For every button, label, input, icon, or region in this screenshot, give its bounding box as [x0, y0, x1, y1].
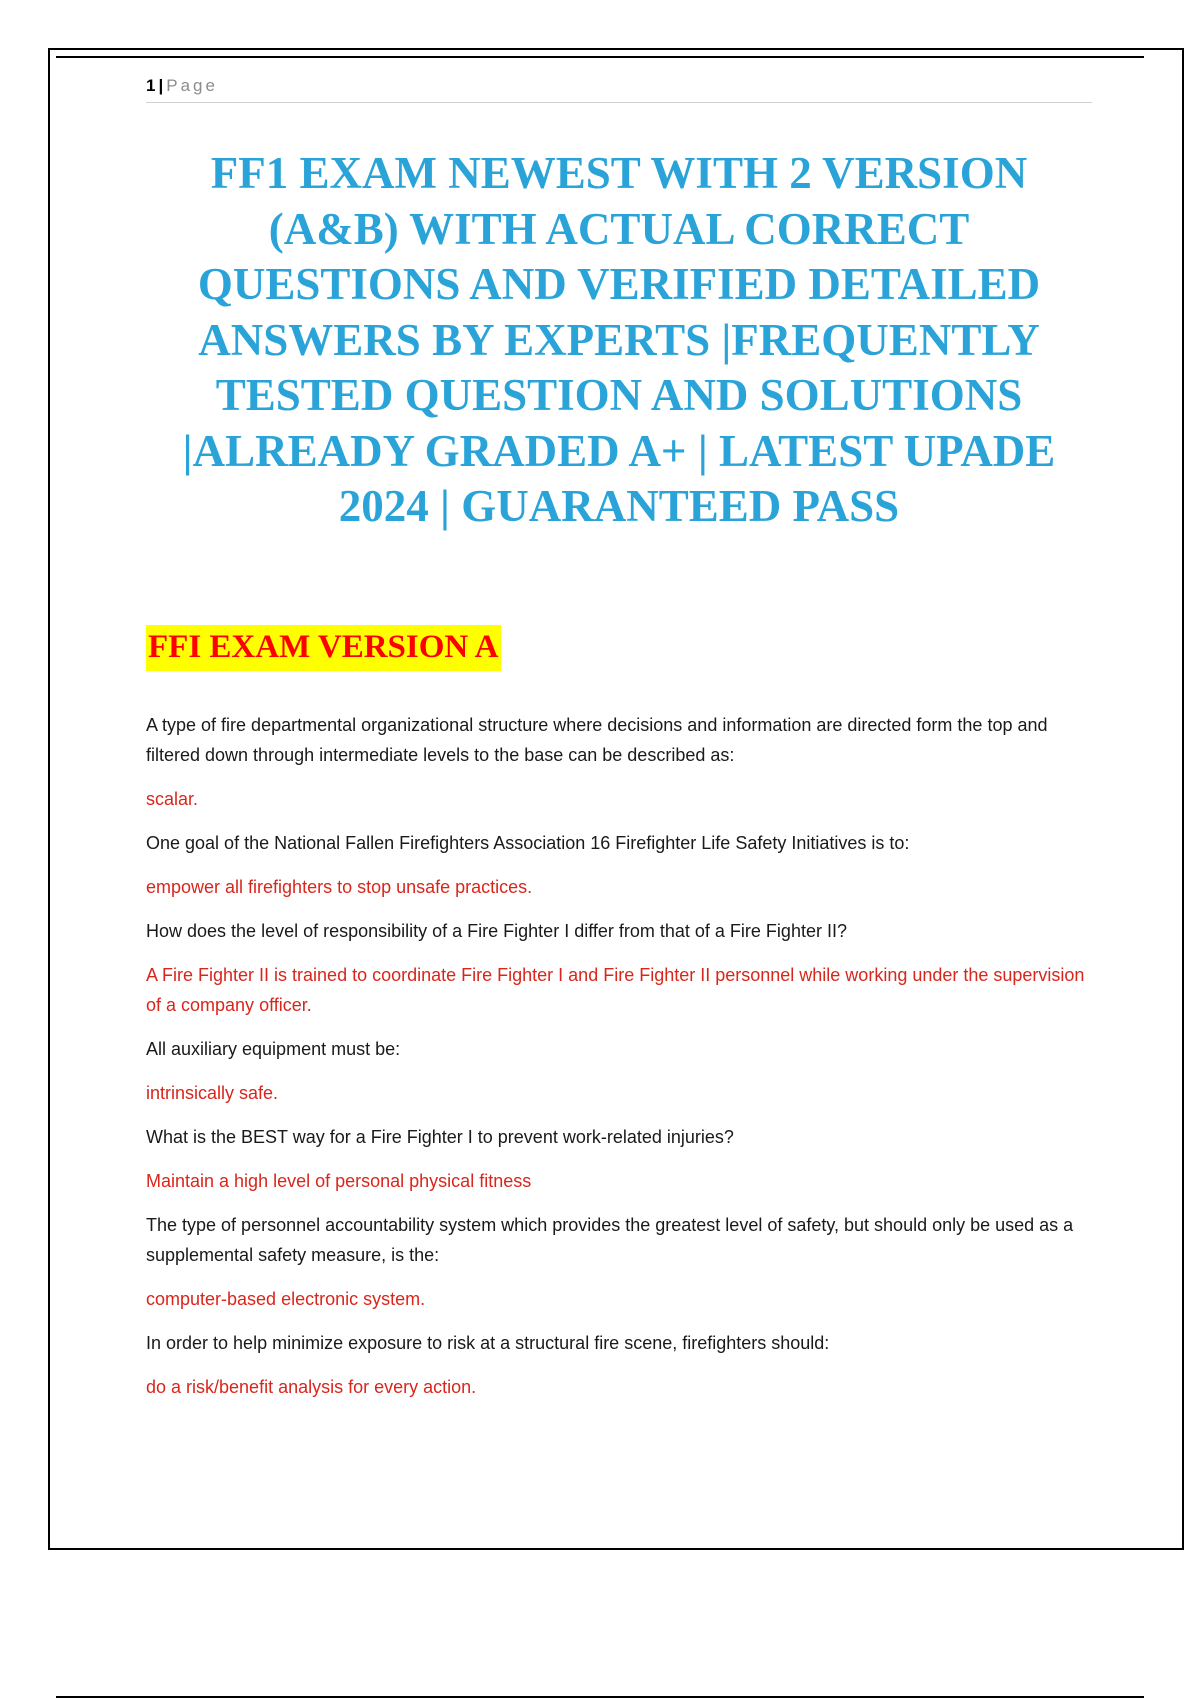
- answer-text: Maintain a high level of personal physical fitness: [146, 1171, 532, 1191]
- answer-text: intrinsically safe.: [146, 1083, 279, 1103]
- answer-text: empower all firefighters to stop unsafe practices.: [146, 877, 533, 897]
- question-text: In order to help minimize exposure to risk at a structural fire scene, firefighters should:: [146, 1333, 830, 1353]
- answer-text: do a risk/benefit analysis for every action.: [146, 1377, 477, 1397]
- page-header: [146, 74, 1092, 103]
- question-text: One goal of the National Fallen Firefighters Association 16 Firefighter Life Safety Initiatives is to:: [146, 833, 910, 853]
- question-text: The type of personnel accountability system which provides the greatest level of safety, but should only be used as a supplemental safety measure, is the:: [146, 1215, 1074, 1265]
- document-title: FF1 EXAM NEWEST WITH 2 VERSION (A&B) WITH ACTUAL CORRECT QUESTIONS AND VERIFIED DETAILED ANSWERS BY EXPERTS |FREQUENTLY TESTED QUESTION AND SOLUTIONS |ALREADY GRADED A+ | LATEST UPADE 2024 | GUARANTEED PASS: [182, 148, 1056, 531]
- page-number: 1: [146, 76, 156, 95]
- question-text: All auxiliary equipment must be:: [146, 1039, 401, 1059]
- answer-text: scalar.: [146, 789, 199, 809]
- question-text: How does the level of responsibility of a Fire Fighter I differ from that of a Fire Fighter II?: [146, 921, 847, 941]
- page-label: Page: [166, 76, 218, 95]
- bottom-rule: [56, 1696, 1144, 1698]
- page-separator: |: [158, 76, 164, 95]
- section-heading: FFI EXAM VERSION A: [146, 625, 501, 671]
- answer-text: A Fire Fighter II is trained to coordinate Fire Fighter I and Fire Fighter II personnel while working under the supervision of a company officer.: [146, 965, 1085, 1015]
- question-text: What is the BEST way for a Fire Fighter I to prevent work-related injuries?: [146, 1127, 734, 1147]
- qa-list: [146, 710, 1092, 1416]
- question-text: A type of fire departmental organizational structure where decisions and information are directed form the top and filtered down through intermediate levels to the base can be described as:: [146, 715, 1048, 765]
- answer-text: computer-based electronic system.: [146, 1289, 426, 1309]
- top-rule: [56, 56, 1144, 58]
